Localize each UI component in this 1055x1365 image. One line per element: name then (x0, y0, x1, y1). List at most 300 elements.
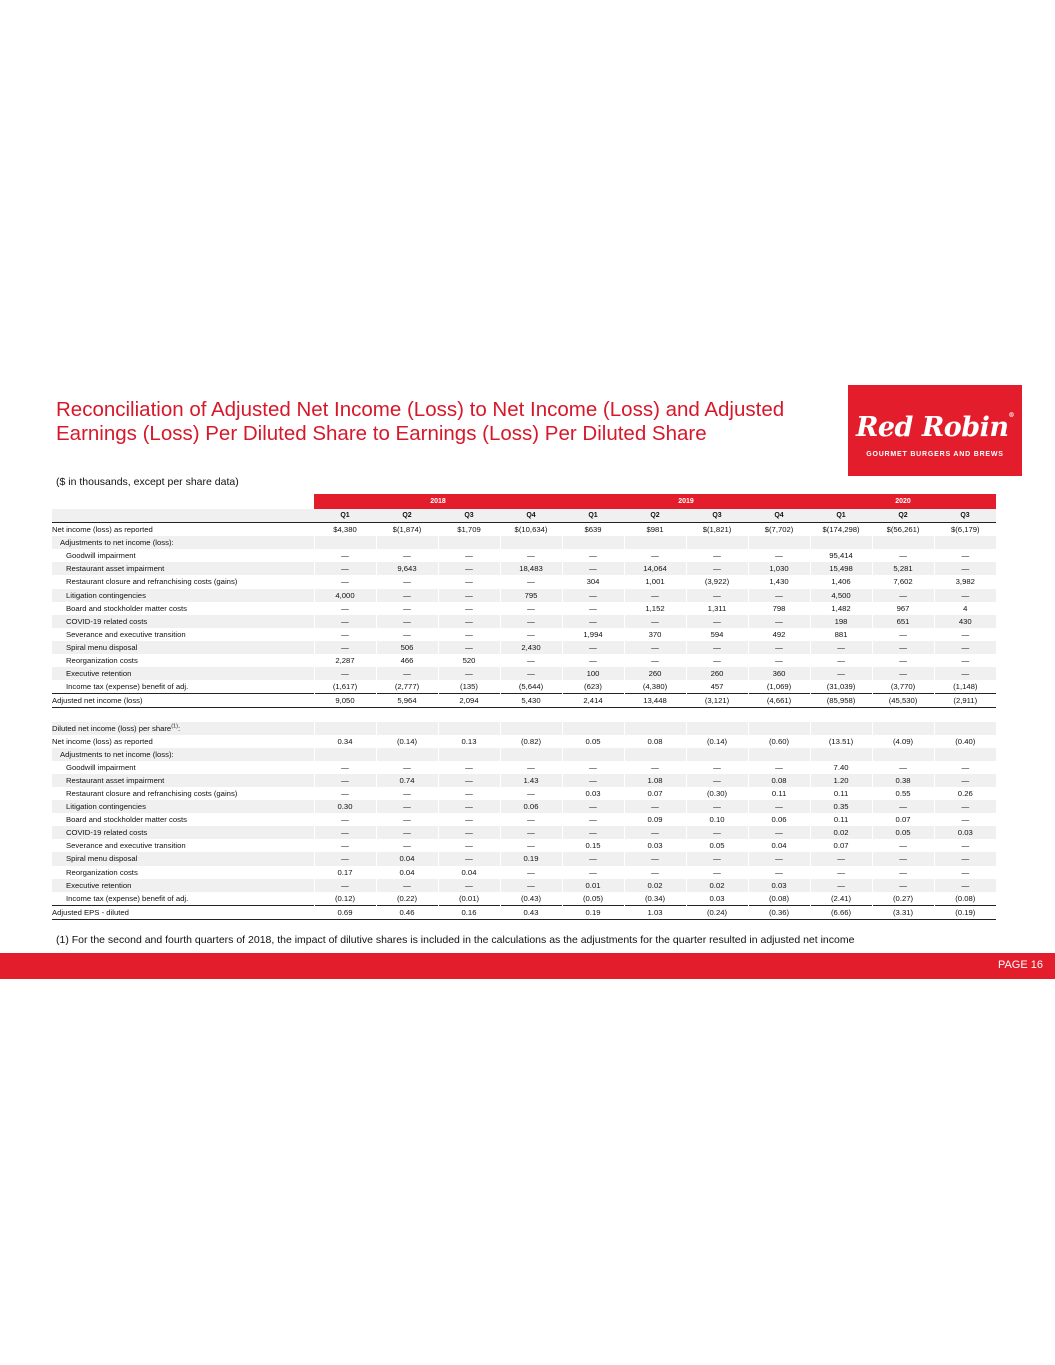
table-row (52, 813, 996, 826)
value-cell: 304 (562, 575, 624, 588)
value-cell: — (500, 654, 562, 667)
value-cell: 0.08 (624, 735, 686, 748)
value-cell: — (562, 813, 624, 826)
value-cell: — (934, 774, 996, 787)
quarter-header: Q2 (624, 509, 686, 523)
quarter-header: Q2 (376, 509, 438, 523)
value-cell: (0.60) (748, 735, 810, 748)
value-cell: $(174,298) (810, 523, 872, 537)
value-cell: — (872, 628, 934, 641)
row-label: Restaurant asset impairment (52, 774, 314, 787)
value-cell: — (562, 615, 624, 628)
value-cell: (0.08) (748, 892, 810, 906)
value-cell (624, 536, 686, 549)
value-cell: 0.04 (376, 852, 438, 865)
quarter-header: Q4 (748, 509, 810, 523)
row-label: Adjusted net income (loss) (52, 694, 314, 708)
value-cell: — (438, 761, 500, 774)
value-cell: (0.14) (686, 735, 748, 748)
quarter-header: Q2 (872, 509, 934, 523)
value-cell: — (500, 839, 562, 852)
value-cell: (4,661) (748, 694, 810, 708)
value-cell (872, 536, 934, 549)
value-cell: 0.02 (624, 879, 686, 892)
value-cell: — (686, 761, 748, 774)
row-label: Spiral menu disposal (52, 641, 314, 654)
value-cell: — (376, 813, 438, 826)
value-cell: (85,958) (810, 694, 872, 708)
value-cell: 0.02 (686, 879, 748, 892)
value-cell (624, 748, 686, 761)
value-cell (748, 748, 810, 761)
value-cell: $(56,261) (872, 523, 934, 537)
value-cell: — (438, 549, 500, 562)
value-cell: 0.69 (314, 905, 376, 919)
value-cell: (31,039) (810, 680, 872, 694)
value-cell (872, 722, 934, 735)
units-note: ($ in thousands, except per share data) (56, 476, 239, 488)
quarter-header: Q1 (314, 509, 376, 523)
value-cell: $1,709 (438, 523, 500, 537)
value-cell: 0.06 (500, 800, 562, 813)
value-cell: — (562, 602, 624, 615)
value-cell (438, 722, 500, 735)
value-cell: (0.22) (376, 892, 438, 906)
value-cell: — (500, 615, 562, 628)
table-row (52, 800, 996, 813)
value-cell: (3,922) (686, 575, 748, 588)
value-cell: 651 (872, 615, 934, 628)
value-cell: 0.03 (624, 839, 686, 852)
value-cell: — (872, 852, 934, 865)
value-cell: $(10,634) (500, 523, 562, 537)
value-cell: — (438, 800, 500, 813)
value-cell: — (686, 800, 748, 813)
value-cell: — (438, 826, 500, 839)
row-label: COVID-19 related costs (52, 615, 314, 628)
value-cell: — (934, 641, 996, 654)
value-cell: — (934, 839, 996, 852)
value-cell: 0.13 (438, 735, 500, 748)
value-cell: 1,152 (624, 602, 686, 615)
row-label: Board and stockholder matter costs (66, 603, 187, 613)
value-cell: — (500, 549, 562, 562)
value-cell: — (438, 852, 500, 865)
value-cell: — (376, 800, 438, 813)
value-cell (624, 708, 686, 722)
value-cell: — (624, 615, 686, 628)
value-cell: 795 (500, 589, 562, 602)
value-cell: (0.19) (934, 905, 996, 919)
value-cell: 5,281 (872, 562, 934, 575)
value-cell: (2,911) (934, 694, 996, 708)
value-cell: — (934, 866, 996, 879)
value-cell: 594 (686, 628, 748, 641)
value-cell: — (934, 628, 996, 641)
value-cell: — (500, 761, 562, 774)
value-cell: — (500, 826, 562, 839)
value-cell: — (562, 866, 624, 879)
value-cell (562, 708, 624, 722)
value-cell: (0.34) (624, 892, 686, 906)
value-cell: — (748, 800, 810, 813)
red-robin-logo (848, 385, 1022, 476)
value-cell (376, 722, 438, 735)
value-cell: (0.40) (934, 735, 996, 748)
row-label: COVID-19 related costs (52, 826, 314, 839)
value-cell: (0.08) (934, 892, 996, 906)
value-cell: — (438, 602, 500, 615)
value-cell: — (438, 839, 500, 852)
year-header-2020: 2020 (810, 494, 996, 509)
value-cell: — (376, 602, 438, 615)
row-label: Executive retention (52, 879, 314, 892)
row-label: Adjustments to net income (loss): (52, 748, 314, 761)
value-cell (314, 722, 376, 735)
row-label: Restaurant closure and refranchising costs (gains) (66, 577, 238, 587)
value-cell: (45,530) (872, 694, 934, 708)
value-cell: (5,644) (500, 680, 562, 694)
value-cell: 2,430 (500, 641, 562, 654)
table-row (52, 641, 996, 654)
table-row (52, 879, 996, 892)
value-cell: — (624, 761, 686, 774)
value-cell: 0.04 (748, 839, 810, 852)
value-cell: — (500, 879, 562, 892)
row-label: Executive retention (52, 667, 314, 680)
value-cell (748, 708, 810, 722)
value-cell: $981 (624, 523, 686, 537)
value-cell: — (872, 654, 934, 667)
table-row (52, 523, 996, 537)
value-cell (438, 536, 500, 549)
value-cell: 360 (748, 667, 810, 680)
table-row (52, 549, 996, 562)
value-cell: — (624, 852, 686, 865)
value-cell (934, 708, 996, 722)
value-cell: — (376, 667, 438, 680)
value-cell: 4 (934, 602, 996, 615)
row-label (52, 708, 314, 722)
value-cell: 370 (624, 628, 686, 641)
value-cell: 0.11 (810, 787, 872, 800)
table-row (52, 589, 996, 602)
value-cell: — (562, 562, 624, 575)
table-row (52, 667, 996, 680)
quarter-header: Q1 (810, 509, 872, 523)
table-row (52, 852, 996, 865)
value-cell: 0.16 (438, 905, 500, 919)
value-cell (314, 708, 376, 722)
table-row (52, 774, 996, 787)
value-cell: — (934, 813, 996, 826)
table-row (52, 761, 996, 774)
value-cell (748, 536, 810, 549)
table-row (52, 892, 996, 906)
value-cell: 260 (624, 667, 686, 680)
value-cell: (135) (438, 680, 500, 694)
value-cell: (0.82) (500, 735, 562, 748)
value-cell: — (562, 761, 624, 774)
value-cell: — (686, 641, 748, 654)
value-cell (686, 708, 748, 722)
value-cell: 0.11 (810, 813, 872, 826)
value-cell (562, 536, 624, 549)
value-cell: — (686, 852, 748, 865)
value-cell: — (810, 852, 872, 865)
value-cell: — (686, 615, 748, 628)
value-cell (810, 722, 872, 735)
value-cell: — (872, 879, 934, 892)
table-row (52, 787, 996, 800)
value-cell: — (934, 654, 996, 667)
value-cell: 100 (562, 667, 624, 680)
value-cell: 0.06 (748, 813, 810, 826)
reconciliation-table (52, 494, 996, 920)
value-cell: — (872, 589, 934, 602)
value-cell: 0.30 (314, 800, 376, 813)
value-cell: — (376, 589, 438, 602)
value-cell: — (314, 813, 376, 826)
value-cell: 0.11 (748, 787, 810, 800)
table-row (52, 628, 996, 641)
value-cell: (0.05) (562, 892, 624, 906)
value-cell: — (934, 549, 996, 562)
value-cell: 0.01 (562, 879, 624, 892)
value-cell: (6.66) (810, 905, 872, 919)
value-cell (562, 748, 624, 761)
value-cell: 2,414 (562, 694, 624, 708)
table-row (52, 866, 996, 879)
value-cell: — (934, 879, 996, 892)
table-row (52, 708, 996, 722)
value-cell: — (934, 800, 996, 813)
value-cell: 1,430 (748, 575, 810, 588)
value-cell: 0.05 (686, 839, 748, 852)
value-cell: — (562, 852, 624, 865)
row-label: Adjustments to net income (loss): (52, 536, 314, 549)
value-cell: 492 (748, 628, 810, 641)
value-cell: (623) (562, 680, 624, 694)
value-cell: (2.41) (810, 892, 872, 906)
value-cell: 5,964 (376, 694, 438, 708)
value-cell: — (314, 575, 376, 588)
row-label: Net income (loss) as reported (52, 736, 153, 746)
value-cell: — (686, 826, 748, 839)
value-cell: — (624, 866, 686, 879)
value-cell: — (438, 641, 500, 654)
value-cell: (1,148) (934, 680, 996, 694)
value-cell: 1.43 (500, 774, 562, 787)
value-cell: 0.43 (500, 905, 562, 919)
value-cell (438, 708, 500, 722)
total-row (52, 905, 996, 919)
value-cell: 7.40 (810, 761, 872, 774)
value-cell: (4,380) (624, 680, 686, 694)
value-cell: — (624, 800, 686, 813)
row-label: Income tax (expense) benefit of adj. (66, 682, 189, 692)
quarter-header: Q4 (500, 509, 562, 523)
value-cell: (1,069) (748, 680, 810, 694)
value-cell: — (810, 641, 872, 654)
value-cell: — (562, 826, 624, 839)
value-cell: — (438, 787, 500, 800)
value-cell: — (438, 589, 500, 602)
value-cell: (0.36) (748, 905, 810, 919)
value-cell: — (376, 575, 438, 588)
row-label: Severance and executive transition (66, 629, 186, 639)
value-cell: — (376, 549, 438, 562)
value-cell: — (748, 654, 810, 667)
value-cell: — (314, 641, 376, 654)
value-cell: (4.09) (872, 735, 934, 748)
row-label: Reorganization costs (66, 867, 138, 877)
table-body (52, 523, 996, 920)
value-cell (438, 748, 500, 761)
table-row (52, 826, 996, 839)
value-cell: — (872, 549, 934, 562)
value-cell: — (624, 654, 686, 667)
value-cell: — (376, 826, 438, 839)
row-label: Reorganization costs (66, 656, 138, 666)
value-cell: — (686, 866, 748, 879)
value-cell: — (686, 654, 748, 667)
value-cell: — (562, 800, 624, 813)
value-cell: — (314, 549, 376, 562)
value-cell: 1,311 (686, 602, 748, 615)
value-cell (624, 722, 686, 735)
value-cell: — (562, 774, 624, 787)
value-cell: 9,643 (376, 562, 438, 575)
value-cell: 0.09 (624, 813, 686, 826)
logo-wordmark: Red Robin® (855, 412, 1015, 443)
value-cell: 0.05 (562, 735, 624, 748)
row-label: Goodwill impairment (66, 762, 136, 772)
value-cell: 457 (686, 680, 748, 694)
value-cell: 967 (872, 602, 934, 615)
value-cell: 0.03 (562, 787, 624, 800)
value-cell: — (500, 575, 562, 588)
row-label: Severance and executive transition (66, 841, 186, 851)
value-cell: — (748, 761, 810, 774)
value-cell: 0.19 (562, 905, 624, 919)
value-cell: — (748, 852, 810, 865)
value-cell: — (314, 879, 376, 892)
value-cell: — (624, 641, 686, 654)
value-cell: (2,777) (376, 680, 438, 694)
row-label: Goodwill impairment (66, 551, 136, 561)
quarter-header-blank (52, 509, 314, 523)
value-cell (686, 536, 748, 549)
value-cell: 2,287 (314, 654, 376, 667)
row-label: Spiral menu disposal (52, 852, 314, 865)
value-cell (376, 748, 438, 761)
value-cell: 4,500 (810, 589, 872, 602)
value-cell: $(1,821) (686, 523, 748, 537)
value-cell: — (748, 549, 810, 562)
table-row (52, 602, 996, 615)
value-cell: — (376, 839, 438, 852)
value-cell (934, 536, 996, 549)
value-cell: 0.26 (934, 787, 996, 800)
value-cell: — (500, 813, 562, 826)
quarter-header: Q3 (438, 509, 500, 523)
value-cell: — (810, 879, 872, 892)
value-cell: 0.05 (872, 826, 934, 839)
value-cell: — (376, 879, 438, 892)
value-cell: 18,483 (500, 562, 562, 575)
value-cell (562, 722, 624, 735)
quarter-header: Q3 (686, 509, 748, 523)
table-row (52, 748, 996, 761)
value-cell: — (686, 589, 748, 602)
value-cell: $4,380 (314, 523, 376, 537)
value-cell: — (562, 589, 624, 602)
value-cell: 0.07 (810, 839, 872, 852)
value-cell: — (376, 628, 438, 641)
footnote: (1) For the second and fourth quarters of 2018, the impact of dilutive shares is included in the calculations as the adjustments for the quarter resulted in adjusted net income (56, 934, 855, 946)
value-cell: 506 (376, 641, 438, 654)
value-cell: 1.03 (624, 905, 686, 919)
value-cell: 1,994 (562, 628, 624, 641)
value-cell: — (314, 562, 376, 575)
value-cell: 0.19 (500, 852, 562, 865)
value-cell: (3,770) (872, 680, 934, 694)
value-cell: 1,001 (624, 575, 686, 588)
value-cell: 0.15 (562, 839, 624, 852)
value-cell: 0.08 (748, 774, 810, 787)
value-cell: 0.38 (872, 774, 934, 787)
year-header-row (52, 494, 996, 509)
value-cell: — (438, 667, 500, 680)
value-cell: (0.24) (686, 905, 748, 919)
value-cell: 0.03 (686, 892, 748, 906)
value-cell: 0.03 (748, 879, 810, 892)
value-cell: — (810, 654, 872, 667)
table-row (52, 680, 996, 694)
value-cell: (0.01) (438, 892, 500, 906)
quarter-header: Q1 (562, 509, 624, 523)
table-row (52, 615, 996, 628)
table-row (52, 839, 996, 852)
value-cell: — (314, 839, 376, 852)
value-cell (810, 536, 872, 549)
value-cell: — (934, 852, 996, 865)
value-cell: 2,094 (438, 694, 500, 708)
value-cell: 4,000 (314, 589, 376, 602)
value-cell: 0.35 (810, 800, 872, 813)
value-cell: — (314, 787, 376, 800)
value-cell: — (624, 826, 686, 839)
value-cell: — (748, 641, 810, 654)
value-cell: (3,121) (686, 694, 748, 708)
value-cell: — (872, 761, 934, 774)
value-cell: 0.04 (438, 866, 500, 879)
value-cell: (0.27) (872, 892, 934, 906)
value-cell: — (624, 589, 686, 602)
value-cell (314, 536, 376, 549)
page-title: Reconciliation of Adjusted Net Income (Loss) to Net Income (Loss) and Adjusted Earnings (Loss) Per Diluted Share to Earnings (Loss) Per Diluted Share (56, 398, 785, 445)
value-cell: — (500, 602, 562, 615)
value-cell (500, 748, 562, 761)
footer-bar (0, 953, 1055, 979)
value-cell: — (314, 628, 376, 641)
value-cell: 1,030 (748, 562, 810, 575)
value-cell: 0.02 (810, 826, 872, 839)
value-cell: (0.30) (686, 787, 748, 800)
value-cell: 0.34 (314, 735, 376, 748)
value-cell: — (500, 628, 562, 641)
